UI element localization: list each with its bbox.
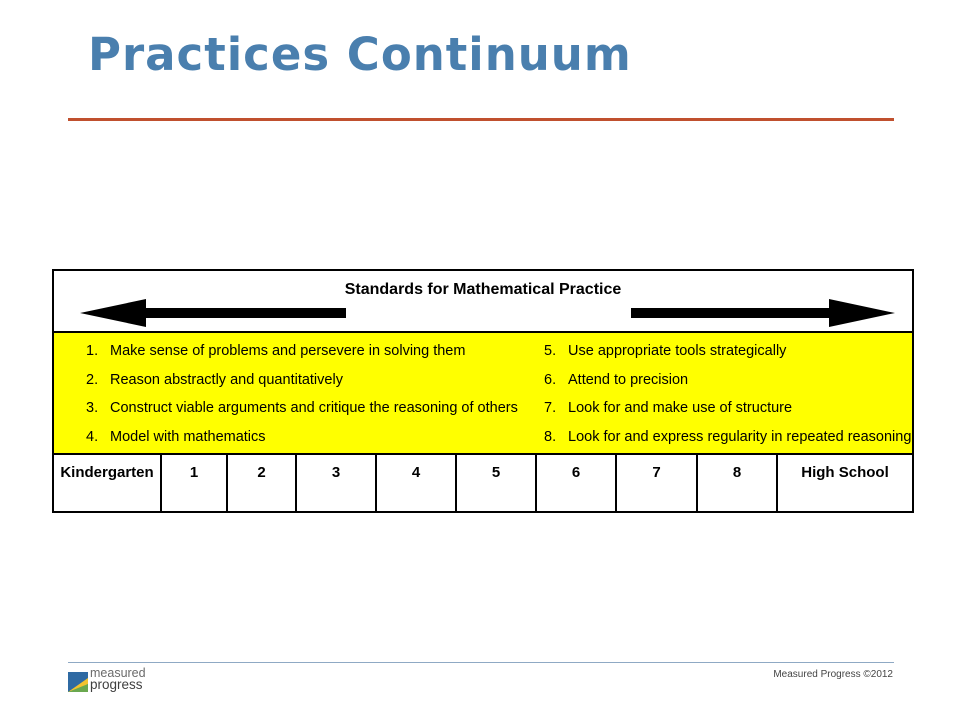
practice-item [86, 398, 518, 427]
grade-row [54, 455, 912, 511]
measured-progress-logo [68, 668, 168, 696]
logo-wordmark [90, 668, 146, 690]
practice-number: 4. [86, 428, 99, 445]
grade-cell-5: 5 [457, 455, 537, 511]
grade-cell-8: 8 [698, 455, 778, 511]
grade-cell-3: 3 [297, 455, 377, 511]
grade-cell-6: 6 [537, 455, 617, 511]
grade-cell-1: 1 [162, 455, 228, 511]
practice-number: 2. [86, 371, 99, 388]
practice-number: 7. [544, 400, 557, 416]
practice-number: 6. [544, 371, 557, 388]
grade-cell-7: 7 [617, 455, 698, 511]
practice-number: 1. [86, 343, 99, 359]
practice-text: Make sense of problems and persevere in solving them [110, 343, 466, 359]
practice-item [86, 370, 518, 399]
practice-text: Model with mathematics [110, 428, 266, 445]
logo-line-2: progress [90, 677, 143, 692]
practice-item [544, 398, 911, 427]
grade-cell-4: 4 [377, 455, 457, 511]
logo-mark-icon [68, 672, 88, 692]
table-header-row [54, 271, 912, 333]
left-arrow-icon [80, 299, 346, 327]
title-divider [68, 118, 894, 121]
practice-item [86, 341, 518, 370]
practice-item [544, 341, 911, 370]
practices-table [52, 269, 914, 513]
logo-line-1: measured [90, 666, 146, 680]
practice-text: Use appropriate tools strategically [568, 343, 787, 359]
practice-text: Reason abstractly and quantitatively [110, 371, 343, 388]
practice-item [544, 427, 911, 456]
right-arrow-icon [631, 299, 895, 327]
practice-item [86, 427, 518, 456]
table-header-title: Standards for Mathematical Practice [344, 281, 622, 298]
footer-divider [68, 662, 894, 663]
practice-text: Look for and make use of structure [568, 400, 793, 416]
practice-item [544, 370, 911, 399]
slide-title: Practices Continuum [88, 28, 632, 81]
practices-list-right [544, 341, 911, 455]
practices-list-left [86, 341, 518, 455]
practice-text: Look for and express regularity in repeated reasoning [568, 428, 912, 445]
practice-number: 5. [544, 343, 557, 359]
grade-cell-2: 2 [228, 455, 297, 511]
grade-cell-high-school: High School [801, 464, 889, 481]
practice-text: Construct viable arguments and critique the reasoning of others [110, 400, 518, 416]
copyright-text: Measured Progress ©2012 [773, 669, 893, 680]
practice-number: 3. [86, 400, 99, 416]
practice-text: Attend to precision [568, 371, 689, 388]
practice-number: 8. [544, 428, 557, 445]
grade-cell-kindergarten: Kindergarten [54, 455, 162, 511]
practices-band [54, 333, 912, 455]
